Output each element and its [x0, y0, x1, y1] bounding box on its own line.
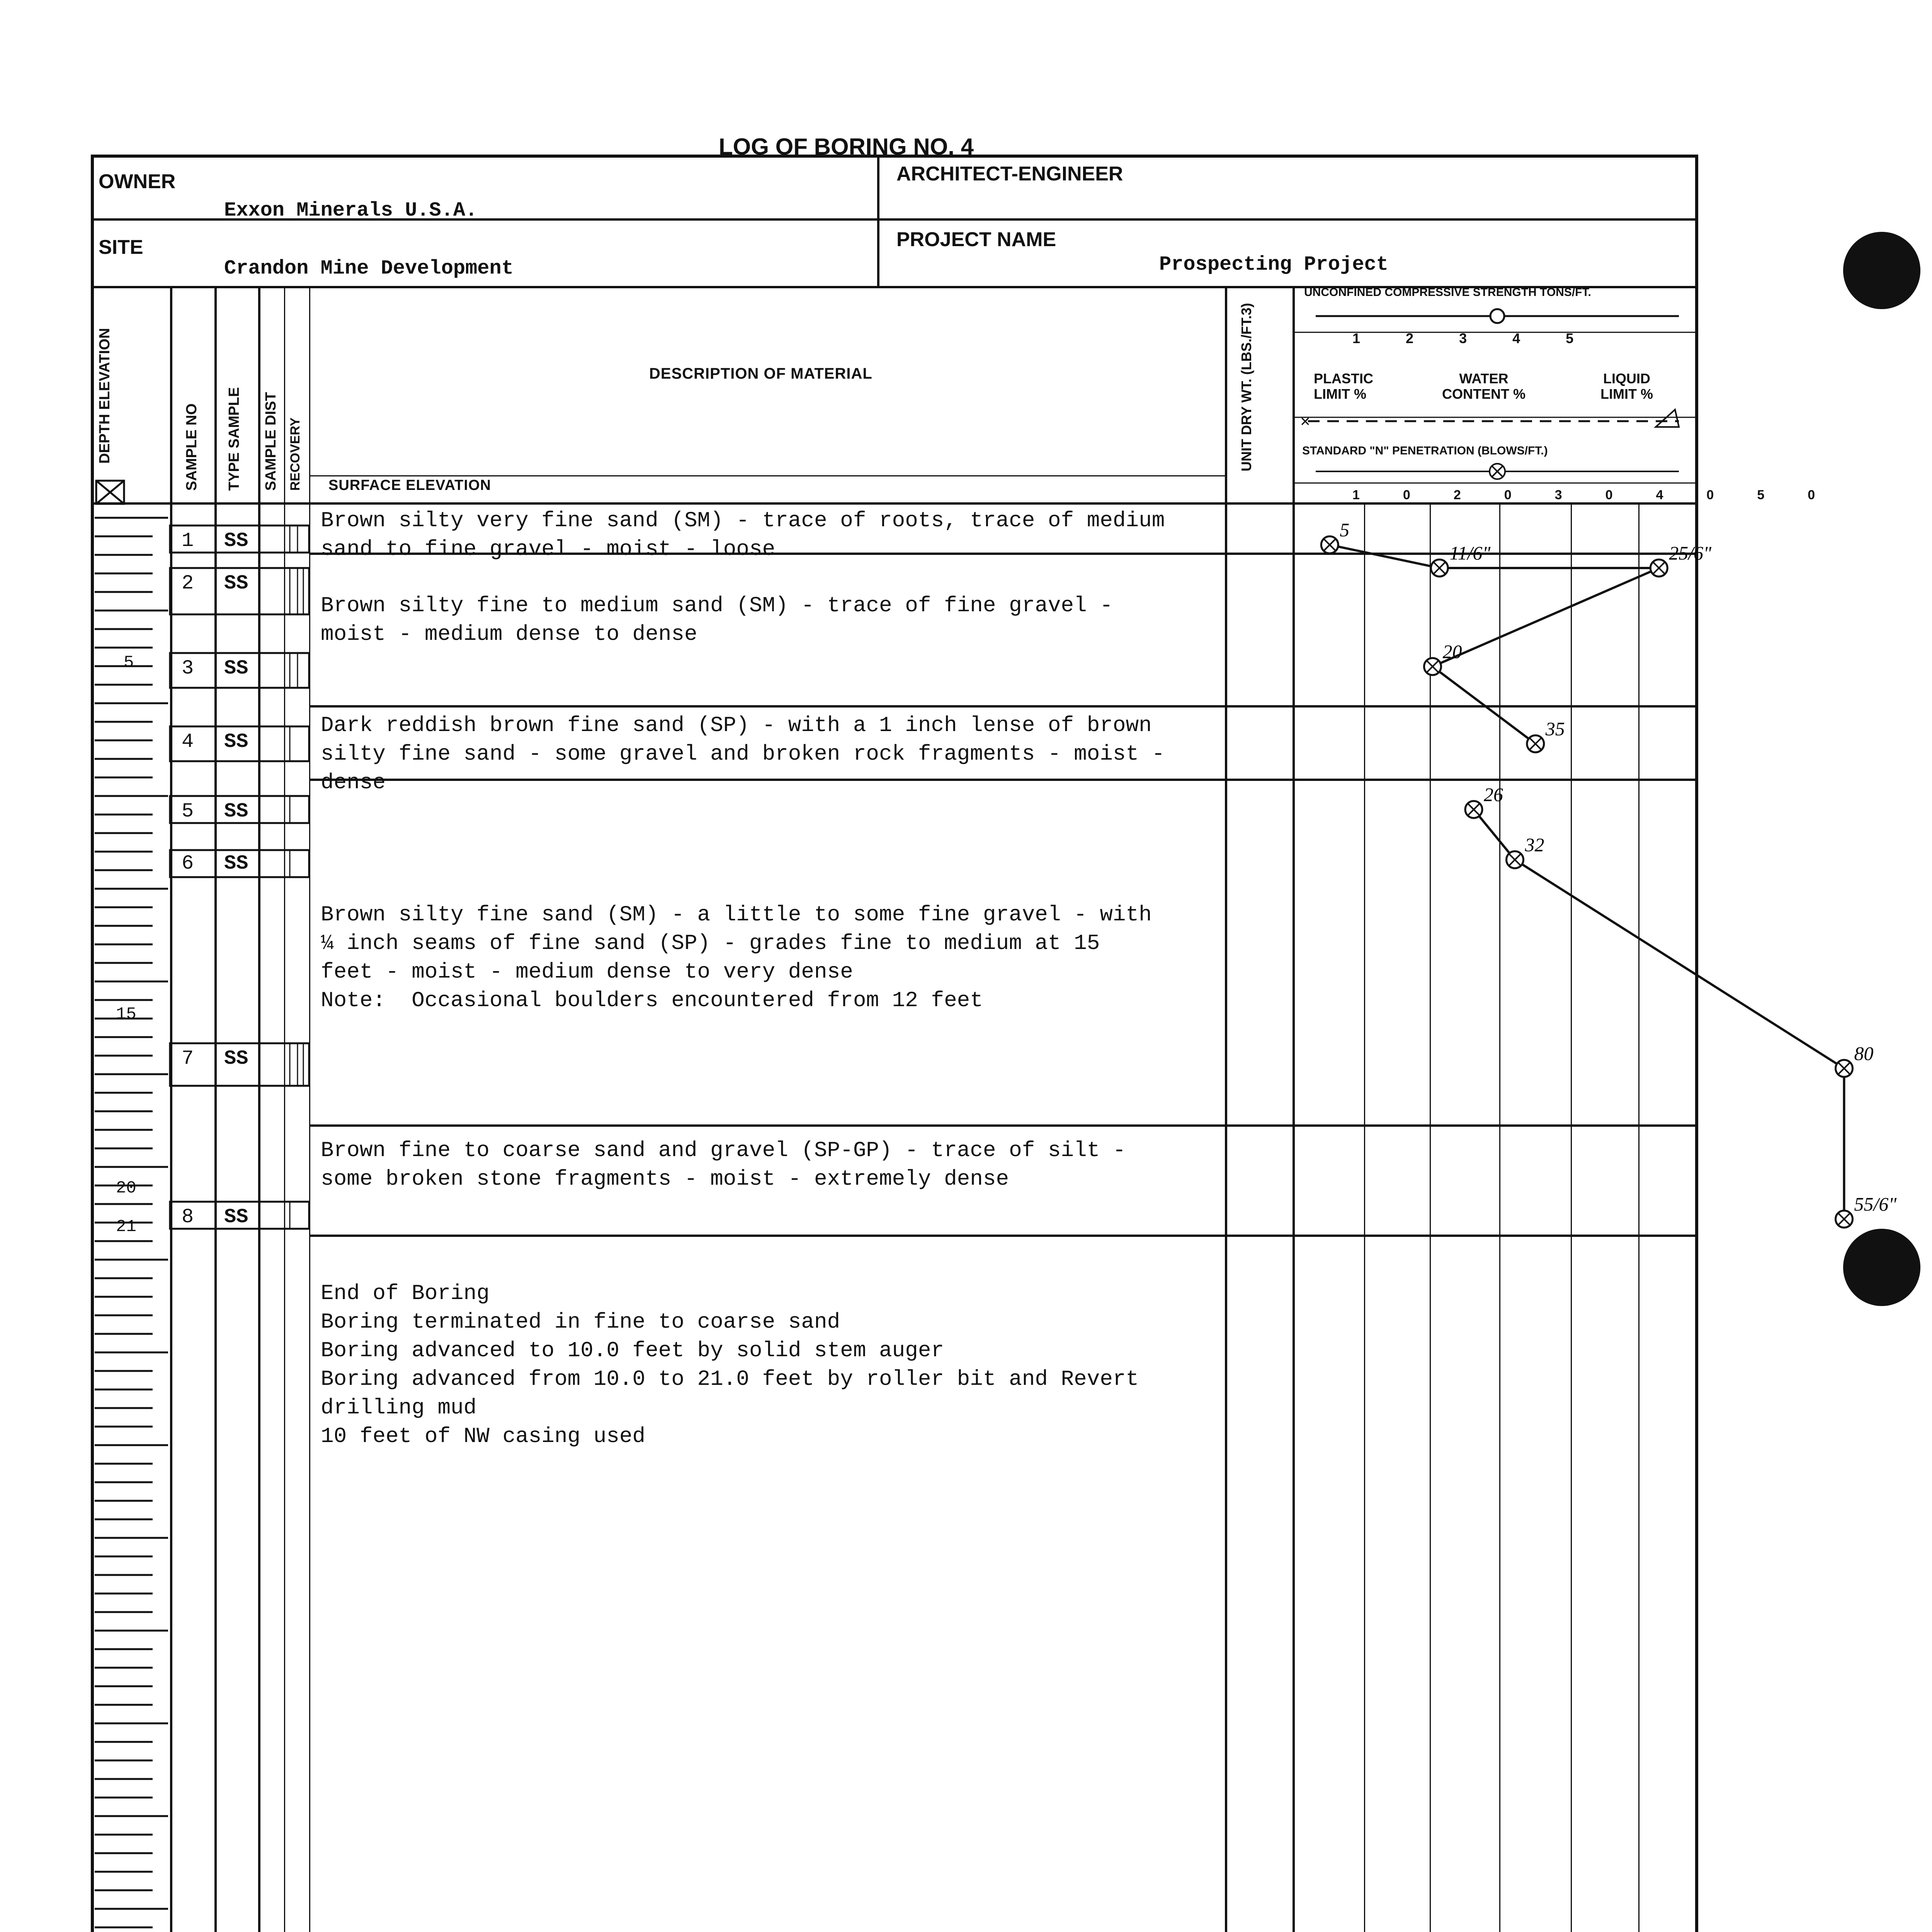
sample-type: SS [224, 852, 248, 875]
n-value-label: 35 [1545, 718, 1565, 740]
strength-tick: 1 [1352, 330, 1406, 346]
penetration-ticks [1352, 488, 1858, 503]
penetration-tick: 10 [1352, 488, 1454, 502]
penetration-tick: 40 [1656, 488, 1757, 502]
penetration-tick: 30 [1554, 488, 1656, 502]
sample-no: 8 [182, 1206, 194, 1228]
sample-no: 6 [182, 852, 194, 875]
sample-no: 2 [182, 572, 194, 595]
depth-mark: 15 [116, 1005, 136, 1024]
sample-dist-header: SAMPLE DIST [263, 392, 279, 491]
stratum-4-description: Brown silty fine sand (SM) - a little to some fine gravel - with ¼ inch seams of fine sand (SP) - grades fine to medium at 15 feet - moist - medium dense to very dense Note: Occasional boulders encountered from 12 feet [321, 902, 1152, 1013]
owner-value: Exxon Minerals U.S.A. [224, 199, 478, 222]
strength-tick: 3 [1459, 330, 1513, 346]
sample-type: SS [224, 800, 248, 823]
sample-no-header: SAMPLE NO [184, 403, 200, 491]
project-value: Prospecting Project [1159, 253, 1388, 276]
sample-no: 3 [182, 657, 194, 680]
surface-elevation-label: SURFACE ELEVATION [328, 477, 491, 493]
site-label: SITE [99, 236, 143, 259]
unit-dry-wt-header: UNIT DRY WT. (LBS./FT.3) [1238, 303, 1254, 471]
depth-mark: 5 [124, 653, 134, 672]
unconfined-header: UNCONFINED COMPRESSIVE STRENGTH TONS/FT. [1304, 286, 1591, 299]
n-value-label: 32 [1525, 834, 1544, 855]
strength-tick: 2 [1406, 330, 1459, 346]
n-value-line [1433, 667, 1536, 744]
recovery-header: RECOVERY [288, 417, 303, 491]
type-sample-header: TYPE SAMPLE [226, 387, 242, 491]
sample-no: 5 [182, 800, 194, 823]
penetration-label: STANDARD "N" PENETRATION (BLOWS/FT.) [1302, 444, 1548, 457]
architect-label: ARCHITECT-ENGINEER [896, 163, 1123, 185]
sample-no: 7 [182, 1047, 194, 1070]
penetration-tick: 20 [1453, 488, 1555, 502]
site-value: Crandon Mine Development [224, 257, 514, 280]
plastic-limit-label: PLASTIC LIMIT % [1314, 371, 1374, 402]
sample-type: SS [224, 730, 248, 753]
n-value-label: 25/6" [1669, 542, 1712, 564]
sample-intervals [170, 502, 311, 1256]
n-value-plot [1293, 502, 1897, 1256]
end-of-boring-notes: End of Boring Boring terminated in fine to coarse sand Boring advanced to 10.0 feet by solid stem auger Boring advanced from 10.0 to 21.0 feet by roller bit and Revert drilling mud 10 feet of NW casing used [321, 1281, 1139, 1449]
strength-ticks [1352, 330, 1619, 347]
n-value-line [1474, 810, 1515, 860]
sample-no: 1 [182, 529, 194, 552]
stratum-1-description: Brown silty very fine sand (SM) - trace of roots, trace of medium sand to fine gravel - moist - loose [321, 508, 1165, 561]
n-value-label: 26 [1484, 784, 1503, 805]
depth-origin-mark [95, 479, 126, 506]
stratum-5-description: Brown fine to coarse sand and gravel (SP-GP) - trace of silt - some broken stone fragments - moist - extremely dense [321, 1138, 1126, 1191]
liquid-limit-label: LIQUID LIMIT % [1600, 371, 1653, 402]
penetration-tick: 50 [1757, 488, 1859, 502]
sample-type: SS [224, 657, 248, 680]
stratum-2-description: Brown silty fine to medium sand (SM) - trace of fine gravel - moist - medium dense to dense [321, 593, 1113, 646]
binder-hole [1843, 1229, 1920, 1306]
sample-type: SS [224, 529, 248, 552]
n-value-label: 80 [1854, 1043, 1874, 1064]
stratum-3-description: Dark reddish brown fine sand (SP) - with a 1 inch lense of brown silty fine sand - some gravel and broken rock fragments - moist - dense [321, 713, 1165, 795]
depth-mark: 20 [116, 1179, 136, 1198]
strength-tick: 4 [1512, 330, 1566, 346]
n-value-line [1330, 545, 1439, 568]
sample-type: SS [224, 1206, 248, 1228]
n-value-line [1433, 568, 1659, 667]
n-value-label: 55/6" [1854, 1193, 1897, 1215]
n-value-label: 20 [1442, 641, 1462, 662]
binder-hole [1843, 232, 1920, 309]
n-value-label: 5 [1340, 519, 1350, 541]
owner-label: OWNER [99, 170, 176, 193]
sample-type: SS [224, 572, 248, 595]
sample-no: 4 [182, 730, 194, 753]
depth-mark: 21 [116, 1217, 136, 1236]
water-content-label: WATER CONTENT % [1442, 371, 1526, 402]
depth-header: DEPTH ELEVATION [97, 328, 113, 464]
sample-type: SS [224, 1047, 248, 1070]
description-header: DESCRIPTION OF MATERIAL [649, 365, 872, 382]
n-value-label: 11/6" [1449, 542, 1491, 564]
project-label: PROJECT NAME [896, 228, 1056, 251]
svg-text:×: × [1300, 412, 1310, 431]
page-title: LOG OF BORING NO. 4 [719, 134, 974, 160]
strength-tick: 5 [1566, 330, 1619, 346]
n-value-line [1515, 860, 1844, 1068]
